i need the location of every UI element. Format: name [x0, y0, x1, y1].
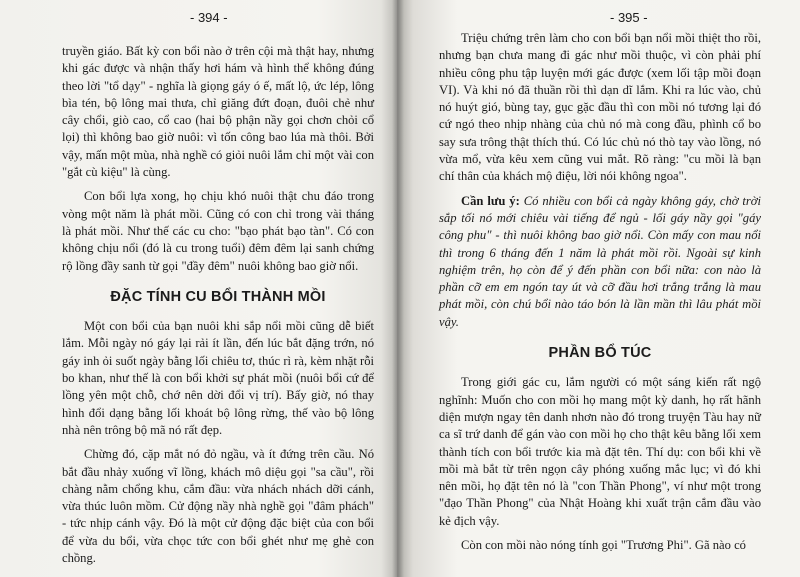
right-page-body: [439, 30, 761, 561]
paragraph: Triệu chứng trên làm cho con bổi bạn nổi mồi thiệt tho rồi, nhưng bạn chưa mang đi gác như mồi thuộc, vì còn phải phí nhiều công phu tập luyện mới gác được (xem lối tập mồi đoạn VI). Và khi nó đã thuần rồi thì dạn dĩ lắm. Khi ra lúc vào, chủ nó huýt gió, bùng tay, gục gặc đầu thì con mồi nó tương lại đó cứ ngó theo nhịp nhàng của chủ nó mà cong đầu, phình cổ bo say sưa trông thật thích thú. Có lúc chủ nó thò tay vào lồng, nó vừa mổ, vừa kêu xem cũng vui mắt. Rõ ràng: "cu mồi là bạn chí thân của khách mộ điệu, lời nói không ngoa".: [439, 31, 761, 184]
section-heading: PHẦN BỔ TÚC: [548, 345, 652, 362]
page-number-right: - 395 -: [610, 10, 648, 25]
paragraph: Còn con mồi nào nóng tính gọi "Trương Phi". Gã nào có: [461, 538, 746, 553]
paragraph: Con bổi lựa xong, họ chịu khó nuôi thật chu đáo trong vòng một năm là phát mồi. Cũng có con chỉ trong vài tháng là phát mồi. Như thế các cu cho: "bạo phát bạo tàn". Có con không chịu nổi (đó là cu trong tuổi) đêm đêm lại sanh chứng rộ lồng đầy sanh từ gọi "đầy đêm" nuôi không bao giờ nổi.: [62, 189, 374, 273]
left-page: [0, 0, 397, 577]
left-page-body: [62, 43, 374, 574]
page-number-left: - 394 -: [190, 10, 228, 25]
paragraph: truyền giáo. Bất kỳ con bổi nào ở trên cội mà thật hay, nhưng khi gác được và nhận thấy hơi hám và hình thể không đúng theo lời "tổ dạy" - nghĩa là giọng gáy ó ế, mất lộ, ức lép, lông bìa tén, bộ lông mai thưa, chỉ giăng đứt đoạn, đuôi chẻ như cây chổi, giò cao, cổ cao (hai bộ phận nầy gọi chơn chỏi cổ lọi) thì không bao giờ nuôi: vì tốn công bao lúa mà thôi. Bởi vậy, mấn một mùa, nhà nghề có giỏi nuôi lắm chỉ một vài con "gắt cù kiệu" là cùng.: [62, 44, 374, 180]
paragraph: Chừng đó, cặp mắt nó đỏ ngầu, và ít đứng trên cầu. Nó bắt đầu nhảy xuống vĩ lồng, khách mô diệu gọi "sa cầu", rồi chàng nằm chổng khu, cắm đầu: vừa nhách nhách dỡi cánh, vừa thúc luôn mồm. Cử động nầy nhà nghề gọi "đâm phách" - tức nhịp cánh vậy. Đó là một cử động đặc biệt của con bổi để vừa du bổi, vừa chọc tức con bổi ghét như mẹ ghẻ con chồng.: [62, 447, 374, 566]
note-label: Cần lưu ý:: [461, 193, 520, 208]
book-spine-shadow: [392, 0, 404, 577]
paragraph: Trong giới gác cu, lắm người có một sáng kiến rất ngộ nghĩnh: Muốn cho con mồi họ mang một kỳ danh, họ rất hãnh diện mượn ngay tên danh nhơn nào đó trong truyện Tàu hay nữ ca sĩ trứ danh để gán vào con mồi họ cho thật kêu bằng lối xem thành tích con bổi trước kia mà đặt tên. Thí dụ: con bổi khi về mồi mà bắt từ trên ngọn cây phóng xuống mắc lục; vì đó khi nên mồi, họ đặt tên nó là "con Thần Phong", ví như một trong "đạo Thần Phong" của Nhật Hoàng khi xuất trận cắm đầu vào kẻ địch vậy.: [439, 375, 761, 528]
note-paragraph: [439, 193, 761, 331]
note-text: Có nhiều con bổi cả ngày không gáy, chờ trời sắp tối nó mới chiêu vài tiếng để ngủ - lối gáy nầy gọi "gáy công phu" - thì nuôi không bao giờ nổi. Còn mấy con mau nổi thì trong 6 tháng đến 1 năm là phát mồi rồi. Ngoài sự kinh nghiệm trên, họ còn để ý đến phần con bổi nữa: con nào là phần cỡ em em ngón tay út và cỡ đầu hơi trắng trắng là mau phát mồi, còn chú bổi nào táo bón là lần mần thì lâu phát mồi vậy.: [439, 193, 762, 329]
section-heading: ĐẶC TÍNH CU BỔI THÀNH MỒI: [110, 288, 326, 305]
paragraph: Một con bổi của bạn nuôi khi sắp nổi mồi cũng dễ biết lắm. Mỗi ngày nó gáy lại rải ít lần, đến lúc bắt đặng trớn, nó gáy inh ỏi suốt ngày bằng lối chiêu tơ, thúc rì rà, kèm nhặt rỗi bo khan, như thế là con bổi khởi sự phát mồi (nuôi bổi cứ để lồng yên một chỗ, chớ nên dời đổi vị trí). Bấy giờ, nó thay hình đổi dạng bằng lối khoát bộ lông rừng, thế vào bộ lông nhà nên trông bộ mã nó rất đẹp.: [62, 319, 374, 437]
right-page: [397, 0, 800, 577]
